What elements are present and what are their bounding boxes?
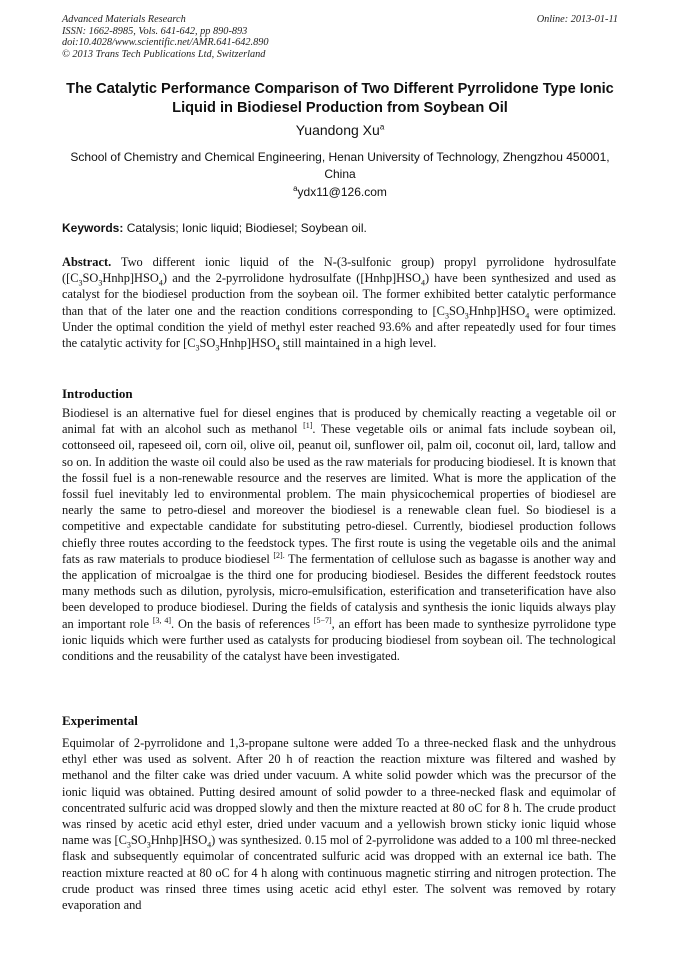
abstract-text: SO [82,271,99,286]
subscript: 4 [275,343,280,353]
citation: [5−7] [313,615,332,625]
subscript: 3 [146,840,151,850]
experimental-text: SO [130,833,147,848]
keywords-label: Keywords: [62,221,124,235]
experimental-text: Hnhp]HSO [150,833,208,848]
experimental-heading: Experimental [62,713,138,728]
subscript: 3 [464,311,469,321]
introduction-heading: Introduction [62,386,133,401]
abstract-text: SO [448,303,465,318]
author-mark: a [379,122,385,132]
issn-line: ISSN: 1662-8985, Vols. 641-642, pp 890-893 [62,25,248,37]
keywords-text: Catalysis; Ionic liquid; Biodiesel; Soybean oil. [126,221,367,235]
email-line [62,184,618,200]
keywords [62,220,618,236]
intro-text: . These vegetable oils or animal fats include soybean oil, cottonseed oil, rapeseed oil, corn oil, olive oil, peanut oil, sunflower oil, palm oil, coconut oil, lard, tallow and so on. In addition the waste oil could also be used as the raw materials for producing biodiesel. It is known that the fossil fuel is a non-renewable resource and the reserves are limited. What is more the application of the fossil fuel inevitably led to environmental problem. The main physicochemical properties of biodiesel are nearly the same to petro-diesel and moreover the biodiesel is a renewable clean fuel. So biodiesel is a competitive and expectable candidate for substituting petro-diesel. Currently, biodiesel production follows chiefly three routes according to the feedstock types. The first route is using the vegetable oils and the animal fats as raw materials to produce biodiesel [62,422,617,566]
subscript: 4 [207,840,212,850]
subscript: 3 [78,278,83,288]
citation: [2]. [273,550,285,560]
subscript: 4 [525,311,530,321]
intro-text: , an effort has been made to synthesize pyrrolidone type ionic liquids which were further used as catalysts for producing biodiesel from soybean oil. The technological conditions and the reusability of the catalyst have been investigated. [62,616,616,664]
citation: [1] [303,421,313,431]
doi-line: doi:10.4028/www.scientific.net/AMR.641-642.890 [62,37,269,49]
subscript: 3 [444,311,449,321]
subscript: 4 [158,278,163,288]
experimental-text: Equimolar of 2-pyrrolidone and 1,3-propane sultone were added To a three-necked flask and the unhydrous ethyl ether was used as solvent. After 20 h of reaction the reaction mixture was filtered and washed by methanol and the filter cake was dried under vacuum. A white solid powder which was the precursor of the ionic liquid was obtained. Putting desired amount of solid powder to a three-necked flask and equimolar of concentrated sulfuric acid was dropped slowly and then the mixture reacted at 80 oC for 8 h. The crude product was rinsed by acetic acid ethyl ester, dried under vacuum and a yellowish brown sticky ionic liquid whose name was [C [62,736,616,848]
copyright-line: © 2013 Trans Tech Publications Ltd, Switzerland [62,48,266,60]
abstract-text: still maintained in a high level. [279,336,437,351]
intro-text: Biodiesel is an alternative fuel for diesel engines that is produced by chemically reacting a vegetable oil or animal fat with an alcohol such as methanol [62,406,616,437]
subscript: 3 [215,343,220,353]
abstract-text: ) have been synthesized and used as catalyst for the biodiesel production from the soybean oil. The former exhibited better catalytic performance than that of the later one and the reaction conditions corresponding to [C [62,271,616,318]
abstract-text: were optimized. Under the optimal condition the yield of methyl ester reached 93.6% and after repeatedly used for four times the catalytic activity for [C [62,303,616,351]
paper-title: The Catalytic Performance Comparison of Two Different Pyrrolidone Type Ionic Liquid in Biodiesel Production from Soybean Oil [66,81,614,116]
subscript: 3 [195,343,200,353]
intro-text: . On the basis of references [171,616,314,631]
affiliation: School of Chemistry and Chemical Engineering, Henan University of Technology, Zhengzhou 450001, China [70,150,610,181]
abstract-text: Two different ionic liquid of the N-(3-sulfonic group) propyl pyrrolidone hydrosulfate ([C [62,255,616,286]
journal-name: Advanced Materials Research [62,14,186,25]
email-mark: a [293,184,298,193]
subscript: 3 [98,278,103,288]
introduction-body [62,405,616,664]
abstract-text: SO [199,336,216,351]
email-address: ydx11@126.com [297,185,387,199]
intro-text: The fermentation of cellulose such as bagasse is another way and the application of microalgae is the third one for producing biodiesel. Besides the different feedstock routes many methods such as dilution, pyrolysis, micro-emulsification, esterification and transeterification have also been developed to produce biodiesel. During the fields of catalysis and synthesis the ionic liquids always play an important role [62,551,616,631]
subscript: 3 [126,840,131,850]
abstract-label: Abstract. [62,255,112,269]
citation: [3, 4] [152,615,171,625]
online-date: Online: 2013-01-11 [536,14,618,25]
subscript: 4 [420,278,425,288]
experimental-text: ) was synthesized. 0.15 mol of 2-pyrrolidone was added to a 100 ml three-necked flask and subsequently equimolar of concentrated sulfuric acid was dropped with an external ice bath. The reaction mixture reacted at 80 oC for 4 h along with continuous magnetic stirring and nitrogen protection. The crude product was rinsed three times using acetic acid ethyl ester. The solvent was removed by rotary evaporation and [62,833,616,913]
abstract-text: Hnhp]HSO [219,336,276,351]
journal-header [62,14,618,60]
abstract-text: Hnhp]HSO [102,271,159,286]
abstract [62,254,616,351]
abstract-text: ) and the 2-pyrrolidone hydrosulfate ([Hnhp]HSO [162,271,421,286]
abstract-text: Hnhp]HSO [468,303,526,318]
author-line [62,121,618,139]
author-name: Yuandong Xu [295,122,380,138]
experimental-body [62,735,616,913]
